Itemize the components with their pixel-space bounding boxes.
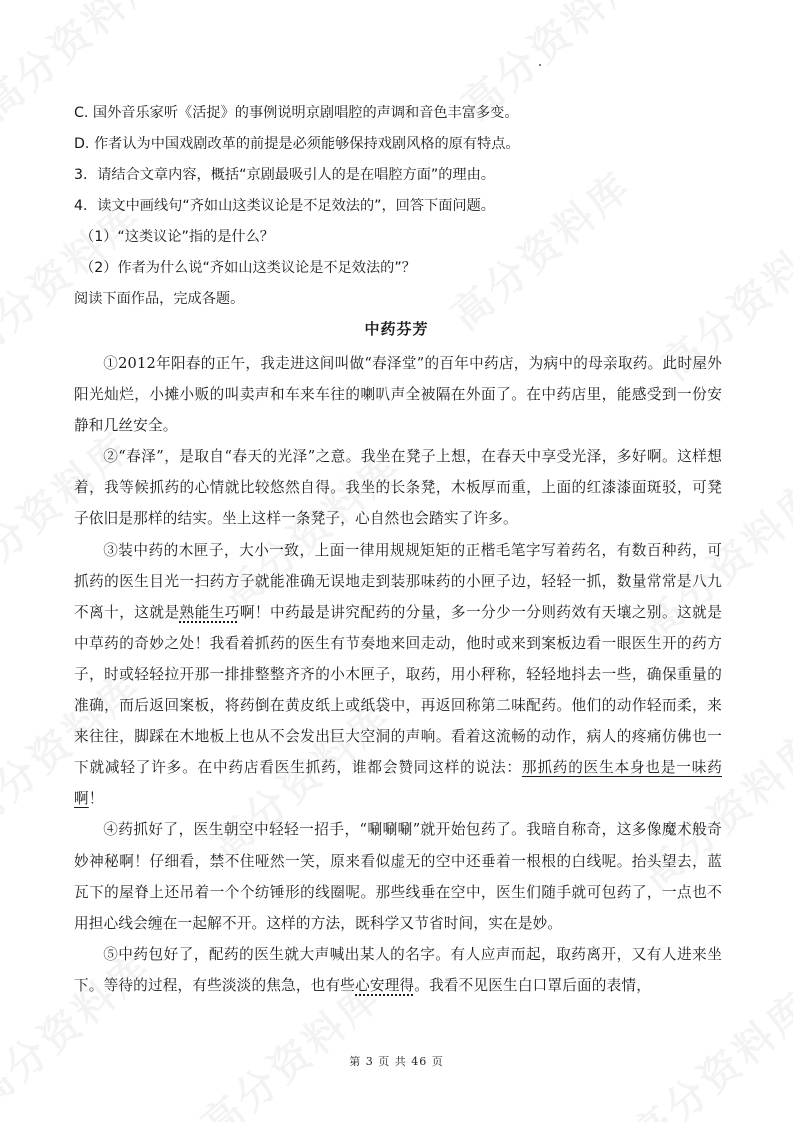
paragraph-3-text-b: 啊！中药最是讲究配药的分量，多一分少一分则药效有天壤之别。这就是中草药的奇妙之处！我看着抓药的医生有节奏地来回走动，他时或来到案板边看一眼医生开的药方子，时或轻轻拉开那一排排整整齐齐的小木匣子，取药，用小秤称，轻轻地抖去一些，确保重量的准确，而后返回案板，将药倒在黄皮纸上或纸袋中，再返回称第二味配药。他们的动作轻而柔，来来往往，脚踩在木地板上也从不会发出巨大空洞的声响。看着这流畅的动作，病人的疼痛仿佛也一下就减轻了许多。在中药店看医生抓药，谁都会赞同这样的说法： [74,603,722,777]
dot-mark [539,64,541,66]
reading-instruction: 阅读下面作品，完成各题。 [74,291,245,307]
answer-option-c: C. 国外音乐家听《活捉》的事例说明京剧唱腔的声调和音色丰富多变。 [74,105,519,121]
question-4-sub-1: （1）“这类议论”指的是什么？ [80,229,274,245]
question-4-sub-2: （2）作者为什么说“齐如山这类议论是不足效法的”？ [80,260,416,276]
underlined-sentence: 那抓药的医生本身也是一味药啊 [74,759,722,808]
question-3: 3．请结合文章内容，概括“京剧最吸引人的是在唱腔方面”的理由。 [74,167,495,183]
paragraph-5-text-b: 。我看不见医生白口罩后面的表情， [414,976,651,994]
article-title: 中药芬芳 [364,320,429,338]
paragraph-3-end: ！ [88,790,104,808]
article-paragraph-2: ②“春泽”，是取自“春天的光泽”之意。我坐在凳子上想，在春天中享受光泽，多好啊。这样想着，我等候抓药的心情就比较悠然自得。我坐的长条凳，木板厚而重，上面的红漆漆面斑驳，可凳子依旧是那样的结实。坐上这样一条凳子，心自然也会踏实了许多。 [74,448,722,528]
article-body [74,348,722,1001]
article-paragraph-5 [74,939,722,1001]
article-paragraph-1: ①2012年阳春的正午，我走进这间叫做“春泽堂”的百年中药店，为病中的母亲取药。此时屋外阳光灿烂，小摊小贩的叫卖声和车来车往的喇叭声全被隔在外面了。在中药店里，能感受到一份安静和几丝安全。 [74,355,722,435]
article-paragraph-3 [74,535,722,815]
answer-option-d: D. 作者认为中国戏剧改革的前提是必须能够保持戏剧风格的原有特点。 [74,136,520,152]
dotted-phrase: 熟能生巧 [179,603,240,621]
paragraph-3-text-a: ③装中药的木匣子，大小一致，上面一律用规规矩矩的正楷毛笔字写着药名，有数百种药，可抓药的医生目光一扫药方子就能准确无误地走到装那味药的小匣子边，轻轻一抓，数量常常是八九不离十，这就是 [74,541,722,621]
article-paragraph-4: ④药抓好了，医生朝空中轻轻一招手，“唰唰唰”就开始包药了。我暗自称奇，这多像魔术般奇妙神秘啊！仔细看，禁不住哑然一笑，原来看似虚无的空中还垂着一根根的白线呢。抬头望去，蓝瓦下的屋脊上还吊着一个个纺锤形的线圈呢。那些线垂在空中，医生们随手就可包药了，一点也不用担心线会缠在一起解不开。这样的方法，既科学又节省时间，实在是妙。 [74,821,722,932]
page-number: 第 3 页 共 46 页 [349,1055,444,1068]
dotted-phrase: 心安理得 [355,976,415,994]
question-4: 4．读文中画线句“齐如山这类议论是不足效法的”，回答下面问题。 [74,198,495,214]
paragraph-5-text-a: ⑤中药包好了，配药的医生就大声喊出某人的名字。有人应声而起，取药离开，又有人进来坐下。等待的过程，有些淡淡的焦急，也有些 [74,945,722,994]
